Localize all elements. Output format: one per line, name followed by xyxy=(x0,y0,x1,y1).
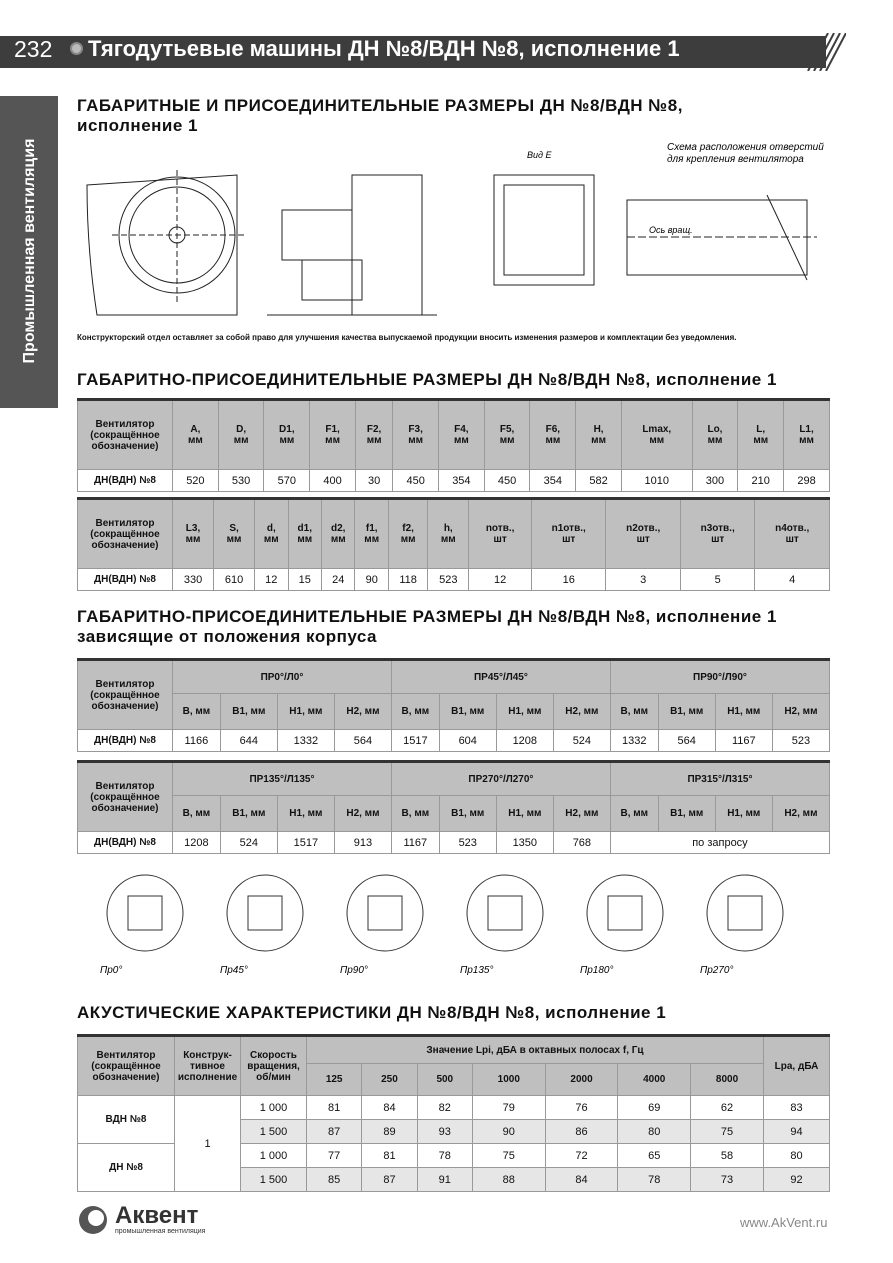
cell-value: 91 xyxy=(417,1168,472,1192)
scheme-caption-2: для крепления вентилятора xyxy=(667,154,804,165)
subcolumn-header: B, мм xyxy=(391,694,439,730)
cell-value: 1332 xyxy=(277,730,334,752)
cell-value: 1350 xyxy=(496,832,553,854)
cell-value: 450 xyxy=(484,470,530,492)
cell-value: 210 xyxy=(738,470,784,492)
position-group-header: ПР90°/Л90° xyxy=(610,660,829,694)
frequency-header: 8000 xyxy=(691,1064,764,1096)
cell-value: 1517 xyxy=(391,730,439,752)
cell-value: 89 xyxy=(362,1120,417,1144)
cell-value: 87 xyxy=(307,1120,362,1144)
subcolumn-header: B, мм xyxy=(173,694,221,730)
fan-label: ДН(ВДН) №8 xyxy=(78,832,173,854)
row-header: Вентилятор (сокращённое обозначение) xyxy=(78,499,173,569)
column-header: S, мм xyxy=(214,499,255,569)
subcolumn-header: B1, мм xyxy=(439,694,496,730)
subcolumn-header: H1, мм xyxy=(496,694,553,730)
cell-value: 582 xyxy=(576,470,622,492)
cell-value: 82 xyxy=(417,1096,472,1120)
cell-value: 1167 xyxy=(391,832,439,854)
column-header: Lmax, мм xyxy=(621,400,692,470)
subcolumn-header: H2, мм xyxy=(772,796,829,832)
cell-value: 354 xyxy=(530,470,576,492)
cell-value: 298 xyxy=(784,470,830,492)
cell-value: 79 xyxy=(472,1096,545,1120)
subcolumn-header: B, мм xyxy=(391,796,439,832)
column-header: f1, мм xyxy=(355,499,388,569)
column-header: d, мм xyxy=(255,499,288,569)
frequency-header: 250 xyxy=(362,1064,417,1096)
cell-value: 5 xyxy=(680,569,754,591)
column-header: D1, мм xyxy=(264,400,310,470)
sidebar-label: Промышленная вентиляция xyxy=(21,138,38,364)
position-caption: Пр135° xyxy=(460,965,494,976)
subcolumn-header: B, мм xyxy=(610,694,658,730)
cell-value: 12 xyxy=(255,569,288,591)
fan-position-drawing xyxy=(587,875,663,951)
speed-cell: 1 000 xyxy=(241,1096,307,1120)
cell-value: 88 xyxy=(472,1168,545,1192)
cell-value: 564 xyxy=(658,730,715,752)
table2-title-line2: зависящие от положения корпуса xyxy=(77,627,378,646)
column-header: n2отв., шт xyxy=(606,499,680,569)
subcolumn-header: H1, мм xyxy=(277,694,334,730)
cell-value: 90 xyxy=(355,569,388,591)
lpa-cell: 83 xyxy=(764,1096,830,1120)
cell-value: 1208 xyxy=(173,832,221,854)
cell-value: 4 xyxy=(755,569,830,591)
subcolumn-header: H1, мм xyxy=(277,796,334,832)
fan-label: ДН(ВДН) №8 xyxy=(78,730,173,752)
cell-value: 450 xyxy=(393,470,439,492)
website-link[interactable]: www.AkVent.ru xyxy=(740,1215,828,1230)
fan-label: ДН(ВДН) №8 xyxy=(78,470,173,492)
frequency-header: 1000 xyxy=(472,1064,545,1096)
cell-value: 65 xyxy=(618,1144,691,1168)
position-table-part2 xyxy=(77,760,830,854)
column-header: F4, мм xyxy=(439,400,485,470)
logo-icon xyxy=(77,1204,113,1236)
cell-value: 1517 xyxy=(277,832,334,854)
view-e-frame xyxy=(494,175,594,285)
fan-position-drawing xyxy=(467,875,543,951)
cell-value: 530 xyxy=(218,470,264,492)
cell-value: 62 xyxy=(691,1096,764,1120)
section1-title-line2: исполнение 1 xyxy=(77,116,199,135)
row-header: Вентилятор (сокращённое обозначение) xyxy=(78,400,173,470)
bullet-icon xyxy=(70,42,83,55)
cell-value: 80 xyxy=(618,1120,691,1144)
row-header: Вентилятор (сокращённое обозначение) xyxy=(78,660,173,730)
column-header: L1, мм xyxy=(784,400,830,470)
dimensions-table-part2 xyxy=(77,497,830,591)
position-group-header: ПР270°/Л270° xyxy=(391,762,610,796)
table2-title-line1: ГАБАРИТНО-ПРИСОЕДИНИТЕЛЬНЫЕ РАЗМЕРЫ ДН №8/ВДН №8, исполнение 1 xyxy=(77,607,777,626)
speed-cell: 1 500 xyxy=(241,1168,307,1192)
fan-header: Вентилятор (сокращённое обозначение) xyxy=(78,1036,175,1096)
cell-value: 86 xyxy=(545,1120,618,1144)
cell-value: 1208 xyxy=(496,730,553,752)
row-header: Вентилятор (сокращённое обозначение) xyxy=(78,762,173,832)
cell-value: 30 xyxy=(355,470,392,492)
lpa-cell: 80 xyxy=(764,1144,830,1168)
cell-value: 564 xyxy=(334,730,391,752)
cell-value: 610 xyxy=(214,569,255,591)
cell-value: 3 xyxy=(606,569,680,591)
page-number: 232 xyxy=(14,36,53,62)
fan-position-drawing xyxy=(107,875,183,951)
axis-label: Ось вращ. xyxy=(649,225,693,235)
lpa-cell: 94 xyxy=(764,1120,830,1144)
cell-value: 768 xyxy=(553,832,610,854)
table1-title: ГАБАРИТНО-ПРИСОЕДИНИТЕЛЬНЫЕ РАЗМЕРЫ ДН №8/ВДН №8, исполнение 1 xyxy=(77,370,777,389)
frequency-header: 500 xyxy=(417,1064,472,1096)
brand-subtitle: промышленная вентиляция xyxy=(115,1228,206,1235)
fan-position-drawing xyxy=(347,875,423,951)
cell-value: 75 xyxy=(472,1144,545,1168)
table3-title: АКУСТИЧЕСКИЕ ХАРАКТЕРИСТИКИ ДН №8/ВДН №8, исполнение 1 xyxy=(77,1003,667,1022)
subcolumn-header: H1, мм xyxy=(496,796,553,832)
design-cell: 1 xyxy=(175,1096,241,1192)
column-header: d1, мм xyxy=(288,499,321,569)
stripes-decoration xyxy=(804,33,846,71)
column-header: L, мм xyxy=(738,400,784,470)
cell-value: 354 xyxy=(439,470,485,492)
subcolumn-header: H2, мм xyxy=(553,694,610,730)
cell-value: 93 xyxy=(417,1120,472,1144)
column-header: F5, мм xyxy=(484,400,530,470)
position-drawings xyxy=(90,868,850,978)
cell-value: 330 xyxy=(173,569,214,591)
cell-value: 77 xyxy=(307,1144,362,1168)
fan-label: ДН(ВДН) №8 xyxy=(78,569,173,591)
column-header: H, мм xyxy=(576,400,622,470)
cell-value: 1166 xyxy=(173,730,221,752)
column-header: F1, мм xyxy=(310,400,356,470)
subcolumn-header: B1, мм xyxy=(658,796,715,832)
cell-value: 1010 xyxy=(621,470,692,492)
cell-value: 1167 xyxy=(715,730,772,752)
table2-title xyxy=(77,607,777,647)
cell-value: 570 xyxy=(264,470,310,492)
cell-value: 85 xyxy=(307,1168,362,1192)
cell-value: 81 xyxy=(362,1144,417,1168)
column-header: n1отв., шт xyxy=(531,499,605,569)
speed-header: Скорость вращения, об/мин xyxy=(241,1036,307,1096)
frequency-header: 125 xyxy=(307,1064,362,1096)
view-label: Вид Е xyxy=(527,150,552,160)
cell-value: 1332 xyxy=(610,730,658,752)
column-header: n4отв., шт xyxy=(755,499,830,569)
cell-value: 523 xyxy=(428,569,469,591)
column-header: n3отв., шт xyxy=(680,499,754,569)
section1-title-line1: ГАБАРИТНЫЕ И ПРИСОЕДИНИТЕЛЬНЫЕ РАЗМЕРЫ ДН №8/ВДН №8, xyxy=(77,96,683,115)
subcolumn-header: B, мм xyxy=(610,796,658,832)
position-group-header: ПР45°/Л45° xyxy=(391,660,610,694)
column-header: D, мм xyxy=(218,400,264,470)
cell-value: 604 xyxy=(439,730,496,752)
on-request-cell: по запросу xyxy=(610,832,829,854)
fan-position-drawing xyxy=(707,875,783,951)
subcolumn-header: H2, мм xyxy=(334,796,391,832)
cell-value: 87 xyxy=(362,1168,417,1192)
lpa-cell: 92 xyxy=(764,1168,830,1192)
speed-cell: 1 500 xyxy=(241,1120,307,1144)
sidebar-band xyxy=(0,96,58,408)
lpa-header: Lpa, дБА xyxy=(764,1036,830,1096)
cell-value: 15 xyxy=(288,569,321,591)
page-header xyxy=(0,33,893,71)
cell-value: 90 xyxy=(472,1120,545,1144)
cell-value: 73 xyxy=(691,1168,764,1192)
frequency-header: 4000 xyxy=(618,1064,691,1096)
subcolumn-header: B1, мм xyxy=(658,694,715,730)
cell-value: 300 xyxy=(692,470,738,492)
scheme-caption-1: Схема расположения отверстий xyxy=(667,142,824,153)
position-table-part1 xyxy=(77,658,830,752)
subcolumn-header: B1, мм xyxy=(220,694,277,730)
cell-value: 118 xyxy=(388,569,427,591)
band-header: Значение Lpi, дБА в октавных полосах f, Гц xyxy=(307,1036,764,1064)
position-caption: Пр270° xyxy=(700,965,734,976)
cell-value: 72 xyxy=(545,1144,618,1168)
cell-value: 524 xyxy=(553,730,610,752)
position-caption: Пр180° xyxy=(580,965,614,976)
section1-title xyxy=(77,96,683,136)
subcolumn-header: H1, мм xyxy=(715,694,772,730)
subcolumn-header: H2, мм xyxy=(553,796,610,832)
column-header: F6, мм xyxy=(530,400,576,470)
cell-value: 400 xyxy=(310,470,356,492)
cell-value: 913 xyxy=(334,832,391,854)
frequency-header: 2000 xyxy=(545,1064,618,1096)
dimensions-table-part1 xyxy=(77,398,830,492)
column-header: d2, мм xyxy=(322,499,355,569)
cell-value: 75 xyxy=(691,1120,764,1144)
column-header: nотв., шт xyxy=(469,499,532,569)
speed-cell: 1 000 xyxy=(241,1144,307,1168)
fan-label: ДН №8 xyxy=(78,1144,175,1192)
cell-value: 644 xyxy=(220,730,277,752)
subcolumn-header: H1, мм xyxy=(715,796,772,832)
acoustic-table xyxy=(77,1034,830,1192)
disclaimer-note: Конструкторский отдел оставляет за собой право для улучшения качества выпускаемой продукции вносить изменения размеров и комплектации без уведомления. xyxy=(77,333,737,342)
fan-housing-front xyxy=(87,175,237,315)
column-header: Lo, мм xyxy=(692,400,738,470)
position-caption: Пр45° xyxy=(220,965,248,976)
column-header: A, мм xyxy=(173,400,219,470)
position-caption: Пр90° xyxy=(340,965,368,976)
column-header: F3, мм xyxy=(393,400,439,470)
cell-value: 69 xyxy=(618,1096,691,1120)
fan-position-drawing xyxy=(227,875,303,951)
cell-value: 84 xyxy=(545,1168,618,1192)
cell-value: 84 xyxy=(362,1096,417,1120)
position-group-header: ПР0°/Л0° xyxy=(173,660,392,694)
design-header: Конструк- тивное исполнение xyxy=(175,1036,241,1096)
subcolumn-header: H2, мм xyxy=(772,694,829,730)
cell-value: 24 xyxy=(322,569,355,591)
column-header: L3, мм xyxy=(173,499,214,569)
brand-name: Аквент xyxy=(115,1202,199,1229)
subcolumn-header: B, мм xyxy=(173,796,221,832)
cell-value: 16 xyxy=(531,569,605,591)
subcolumn-header: B1, мм xyxy=(220,796,277,832)
cell-value: 524 xyxy=(220,832,277,854)
dimension-drawings xyxy=(77,140,837,330)
subcolumn-header: H2, мм xyxy=(334,694,391,730)
cell-value: 76 xyxy=(545,1096,618,1120)
fan-label: ВДН №8 xyxy=(78,1096,175,1144)
cell-value: 523 xyxy=(772,730,829,752)
column-header: F2, мм xyxy=(355,400,392,470)
column-header: f2, мм xyxy=(388,499,427,569)
cell-value: 520 xyxy=(173,470,219,492)
position-group-header: ПР315°/Л315° xyxy=(610,762,829,796)
cell-value: 78 xyxy=(618,1168,691,1192)
cell-value: 12 xyxy=(469,569,532,591)
cell-value: 78 xyxy=(417,1144,472,1168)
subcolumn-header: B1, мм xyxy=(439,796,496,832)
position-caption: Пр0° xyxy=(100,965,123,976)
column-header: h, мм xyxy=(428,499,469,569)
position-group-header: ПР135°/Л135° xyxy=(173,762,392,796)
cell-value: 81 xyxy=(307,1096,362,1120)
cell-value: 523 xyxy=(439,832,496,854)
page-title: Тягодутьевые машины ДН №8/ВДН №8, исполнение 1 xyxy=(88,36,680,61)
cell-value: 58 xyxy=(691,1144,764,1168)
